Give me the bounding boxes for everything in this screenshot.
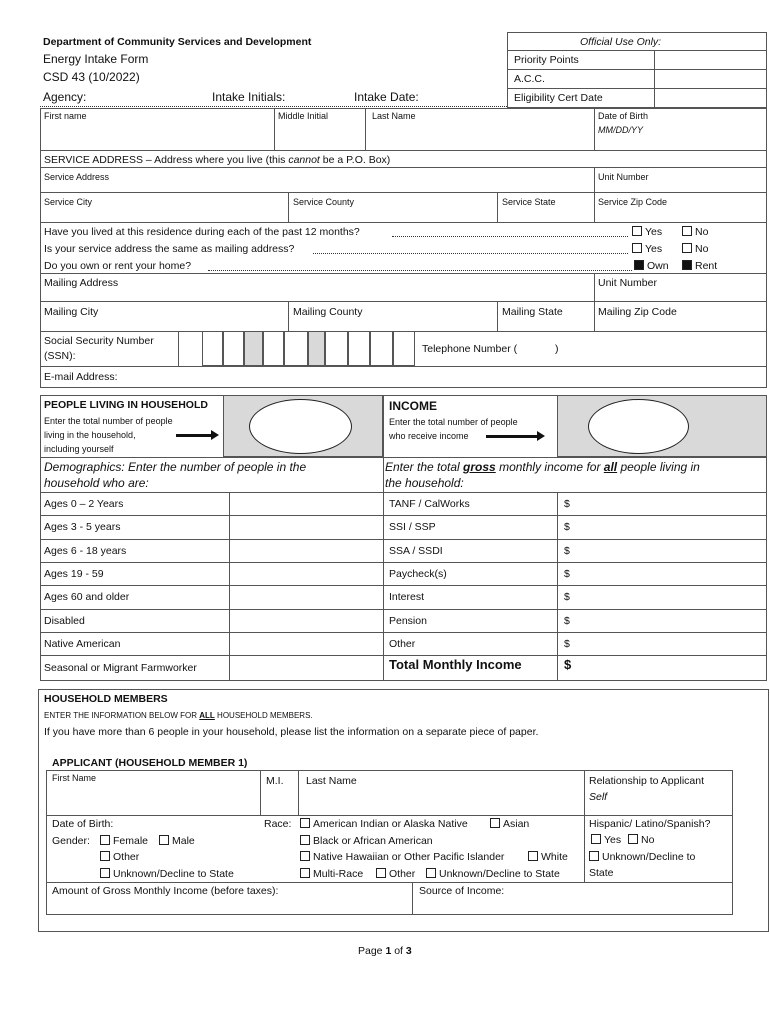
ssn-digit-box[interactable] [348, 331, 370, 366]
ssn-digit-box[interactable] [370, 331, 393, 366]
residence-no-checkbox[interactable]: No [682, 226, 708, 238]
household-members-title: HOUSEHOLD MEMBERS [44, 693, 168, 705]
currency-sign: $ [564, 568, 570, 580]
race-nhpi-checkbox[interactable]: Native Hawaiian or Other Pacific Islander [300, 851, 504, 863]
service-zip-field[interactable]: Service Zip Code [598, 197, 668, 207]
service-county-field[interactable]: Service County [293, 197, 355, 207]
demographics-heading: Demographics: Enter the number of people in the [44, 460, 307, 474]
household-row-label: Ages 19 - 59 [44, 568, 104, 580]
acc-label: A.C.C. [514, 73, 545, 85]
income-source-field[interactable]: Source of Income: [419, 885, 505, 897]
race-unknown-checkbox[interactable]: Unknown/Decline to State [426, 868, 560, 880]
income-row-label: Other [389, 638, 416, 650]
household-desc: Enter the total number of people [44, 416, 173, 426]
applicant-heading: APPLICANT (HOUSEHOLD MEMBER 1) [52, 757, 248, 769]
priority-points-label: Priority Points [514, 54, 579, 66]
service-address-field[interactable]: Service Address [44, 172, 110, 182]
household-row-label: Ages 60 and older [44, 591, 130, 603]
applicant-first-name-field[interactable]: First Name [52, 773, 97, 783]
currency-sign: $ [564, 615, 570, 627]
relationship-value: Self [589, 791, 608, 803]
ssn-digit-box[interactable] [263, 331, 284, 366]
applicant-dob-field[interactable]: Date of Birth: [52, 818, 114, 830]
gender-unknown-checkbox[interactable]: Unknown/Decline to State [100, 868, 234, 880]
email-field[interactable]: E-mail Address: [44, 371, 118, 383]
relationship-label: Relationship to Applicant [589, 775, 704, 787]
income-row-label: TANF / CalWorks [389, 498, 470, 510]
total-monthly-income-label: Total Monthly Income [389, 657, 522, 672]
question-own-rent: Do you own or rent your home? [44, 260, 192, 272]
income-heading-2: the household: [385, 476, 464, 490]
income-row-label: Interest [389, 591, 425, 603]
household-title: PEOPLE LIVING IN HOUSEHOLD [44, 399, 208, 411]
dob-format: MM/DD/YY [598, 125, 643, 135]
race-asian-checkbox[interactable]: Asian [490, 818, 529, 830]
income-row-label: SSI / SSP [389, 521, 436, 533]
first-name-label[interactable]: First name [44, 111, 87, 121]
household-row-label: Ages 0 – 2 Years [44, 498, 124, 510]
service-city-field[interactable]: Service City [44, 197, 93, 207]
service-unit-field[interactable]: Unit Number [598, 172, 649, 182]
question-residence-12mo: Have you lived at this residence during each of the past 12 months? [44, 226, 360, 238]
last-name-label[interactable]: Last Name [372, 111, 416, 121]
mailing-county-field[interactable]: Mailing County [293, 306, 363, 318]
department-title: Department of Community Services and Development [43, 36, 312, 48]
applicant-mi-field[interactable]: M.I. [266, 775, 284, 787]
hispanic-yes-checkbox[interactable]: Yes [591, 834, 621, 846]
ssn-digit-box[interactable] [325, 331, 348, 366]
currency-sign: $ [564, 521, 570, 533]
members-instruction: ENTER THE INFORMATION BELOW FOR ALL HOUSEHOLD MEMBERS. [44, 711, 313, 720]
official-use-title: Official Use Only: [580, 36, 662, 48]
question-same-mailing: Is your service address the same as mailing address? [44, 243, 295, 255]
telephone-field[interactable]: Telephone Number ( [422, 343, 518, 355]
household-row-label: Ages 6 - 18 years [44, 545, 127, 557]
ssn-separator [308, 331, 325, 366]
service-address-heading: SERVICE ADDRESS – Address where you live (this cannot be a P.O. Box) [44, 154, 391, 166]
race-black-checkbox[interactable]: Black or African American [300, 835, 433, 847]
demographics-heading-2: household who are: [44, 476, 149, 490]
applicant-last-name-field[interactable]: Last Name [306, 775, 357, 787]
race-white-checkbox[interactable]: White [528, 851, 568, 863]
race-label: Race: [264, 818, 292, 830]
ssn-digit-box[interactable] [393, 331, 415, 366]
currency-sign: $ [564, 498, 570, 510]
ssn-label: Social Security Number [44, 335, 154, 347]
gender-label: Gender: [52, 835, 90, 847]
mailing-unit-field[interactable]: Unit Number [598, 277, 657, 289]
intake-date-label: Intake Date: [354, 90, 419, 104]
mailing-state-field[interactable]: Mailing State [502, 306, 563, 318]
same-mailing-no-checkbox[interactable]: No [682, 243, 708, 255]
residence-yes-checkbox[interactable]: Yes [632, 226, 662, 238]
household-row-label: Native American [44, 638, 121, 650]
race-other-checkbox[interactable]: Other [376, 868, 415, 880]
household-row-label: Ages 3 - 5 years [44, 521, 121, 533]
header-divider [40, 106, 507, 107]
total-currency-sign: $ [564, 657, 572, 672]
race-aian-checkbox[interactable]: American Indian or Alaska Native [300, 818, 468, 830]
dob-label[interactable]: Date of Birth [598, 111, 649, 121]
household-row-label: Seasonal or Migrant Farmworker [44, 662, 197, 674]
form-name: Energy Intake Form [43, 52, 149, 66]
rent-checkbox[interactable]: Rent [682, 260, 717, 272]
hispanic-label: Hispanic/ Latino/Spanish? [589, 818, 711, 830]
ssn-digit-box[interactable] [202, 331, 223, 366]
agency-label: Agency: [43, 90, 87, 104]
ssn-separator [244, 331, 263, 366]
ssn-label-2: (SSN): [44, 350, 76, 362]
right-arrow-icon [176, 434, 212, 437]
middle-initial-label[interactable]: Middle Initial [278, 111, 329, 121]
household-row-label: Disabled [44, 615, 85, 627]
gender-other-checkbox[interactable]: Other [100, 851, 139, 863]
ssn-digit-box[interactable] [223, 331, 244, 366]
hispanic-no-checkbox[interactable]: No [628, 834, 654, 846]
form-code: CSD 43 (10/2022) [43, 70, 140, 84]
income-row-label: SSA / SSDI [389, 545, 443, 557]
intake-initials-label: Intake Initials: [212, 90, 286, 104]
currency-sign: $ [564, 638, 570, 650]
hispanic-unknown-checkbox[interactable]: Unknown/Decline to [589, 851, 695, 863]
telephone-close-paren: ) [555, 343, 559, 355]
same-mailing-yes-checkbox[interactable]: Yes [632, 243, 662, 255]
income-row-label: Pension [389, 615, 427, 627]
household-desc-2: living in the household, [44, 430, 136, 440]
race-multi-checkbox[interactable]: Multi-Race [300, 868, 363, 880]
household-desc-3: including yourself [44, 444, 114, 454]
service-state-field[interactable]: Service State [502, 197, 556, 207]
mailing-zip-field[interactable]: Mailing Zip Code [598, 306, 677, 318]
own-checkbox[interactable]: Own [634, 260, 669, 272]
members-note: If you have more than 6 people in your household, please list the information on a separate piece of paper. [44, 726, 539, 738]
mailing-address-field[interactable]: Mailing Address [44, 277, 119, 289]
income-desc-2: who receive income [389, 431, 469, 441]
income-row-label: Paycheck(s) [389, 568, 447, 580]
currency-sign: $ [564, 591, 570, 603]
ssn-digit-box[interactable] [284, 331, 308, 366]
income-title: INCOME [389, 399, 437, 413]
hispanic-unknown-label-2: State [589, 867, 614, 879]
gender-female-checkbox[interactable]: Female [100, 835, 148, 847]
income-count-oval[interactable] [588, 399, 689, 454]
income-desc: Enter the total number of people [389, 417, 518, 427]
currency-sign: $ [564, 545, 570, 557]
mailing-city-field[interactable]: Mailing City [44, 306, 99, 318]
gender-male-checkbox[interactable]: Male [159, 835, 195, 847]
gross-income-field[interactable]: Amount of Gross Monthly Income (before taxes): [52, 885, 279, 897]
household-count-oval[interactable] [249, 399, 352, 454]
right-arrow-icon [486, 435, 538, 438]
eligibility-cert-date-label: Eligibility Cert Date [514, 92, 603, 104]
income-heading: Enter the total gross monthly income for all people living in [385, 460, 700, 474]
page-indicator: Page 1 of 3 [358, 945, 412, 957]
